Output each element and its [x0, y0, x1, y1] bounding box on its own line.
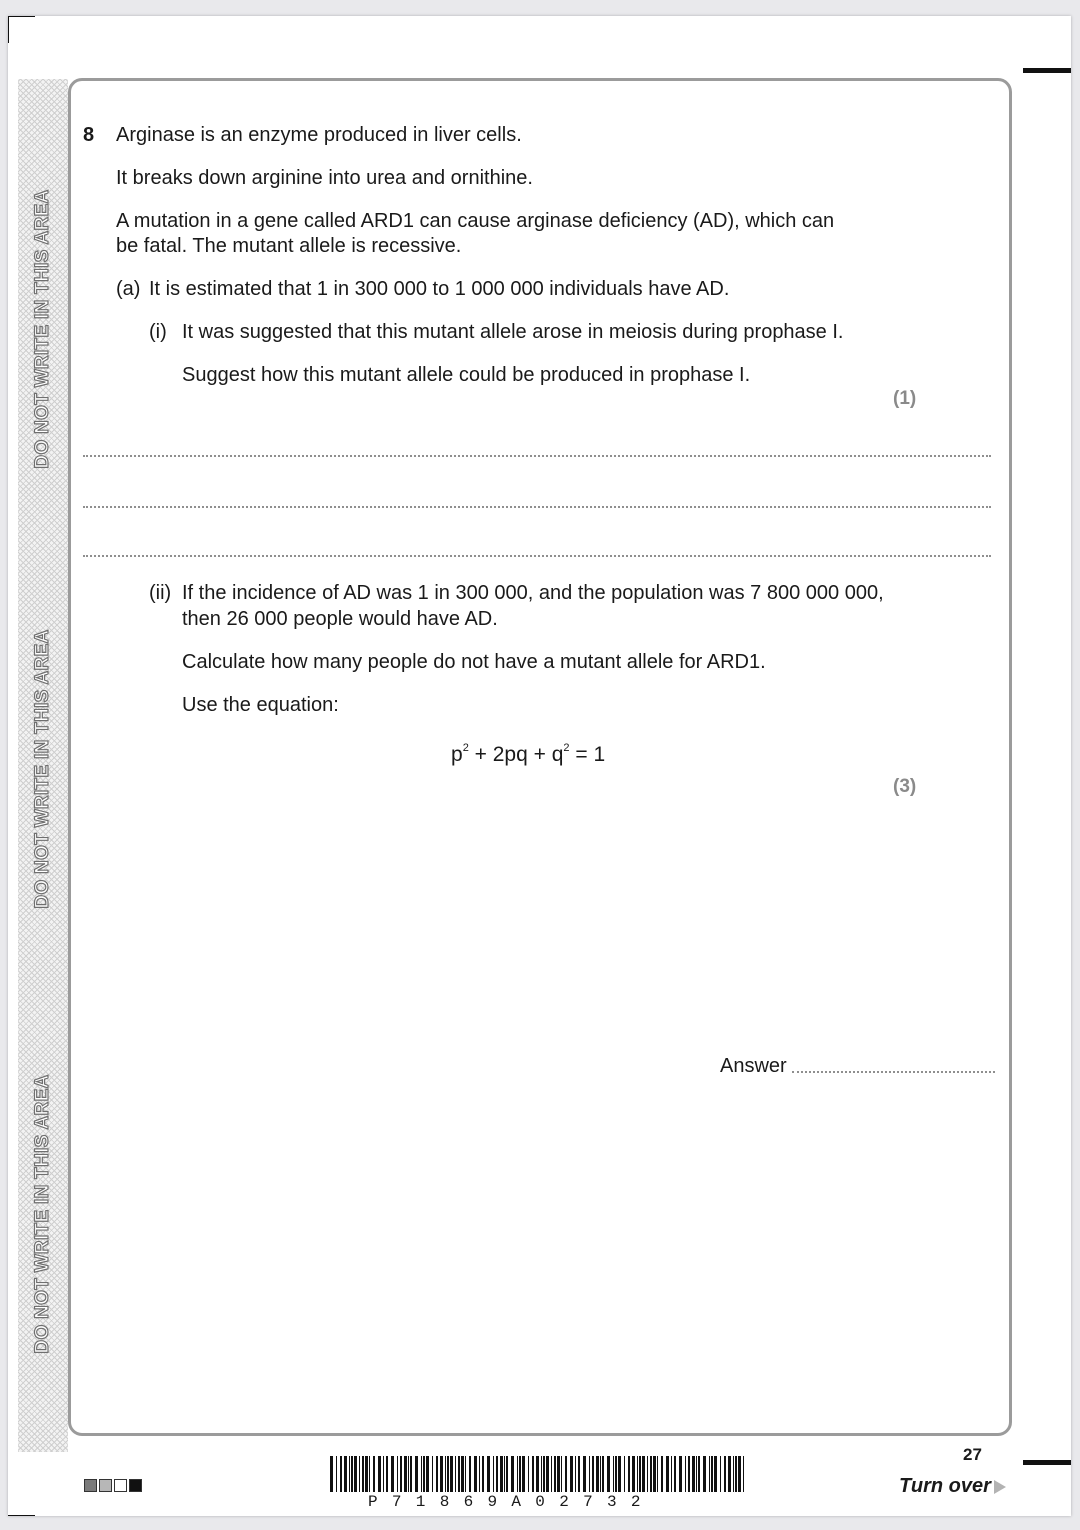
barcode-bar — [679, 1456, 682, 1492]
barcode-bar — [692, 1456, 695, 1492]
barcode-bar — [351, 1456, 353, 1492]
barcode-bar — [340, 1456, 342, 1492]
barcode-bar — [647, 1456, 648, 1492]
question-number: 8 — [83, 124, 95, 146]
barcode-bar — [688, 1456, 690, 1492]
crop-mark — [1023, 1460, 1071, 1465]
part-a-text: It is estimated that 1 in 300 000 to 1 000 000 individuals have AD. — [149, 278, 730, 300]
barcode-bar — [344, 1456, 347, 1492]
barcode-bar — [496, 1456, 498, 1492]
barcode-bar — [628, 1456, 630, 1492]
hardy-weinberg-equation: $p^2 + 2pq + q^2 = 1$ — [451, 742, 606, 766]
barcode-bar — [554, 1456, 556, 1492]
barcode-bar — [400, 1456, 402, 1492]
barcode-bar — [714, 1456, 717, 1492]
barcode-bar — [482, 1456, 484, 1492]
barcode-bar — [698, 1456, 700, 1492]
barcode-bar — [696, 1456, 697, 1492]
barcode-bar — [720, 1456, 721, 1492]
barcode-bar — [709, 1456, 710, 1492]
barcode-bar — [465, 1456, 466, 1492]
barcode-bar — [565, 1456, 567, 1492]
intro-text: be fatal. The mutant allele is recessive. — [116, 235, 462, 257]
barcode-bar — [378, 1456, 381, 1492]
barcode-bar — [671, 1456, 672, 1492]
marks-indicator: (3) — [893, 776, 917, 797]
crop-mark — [8, 16, 35, 17]
marks-indicator: (1) — [893, 388, 917, 409]
barcode-bar — [504, 1456, 505, 1492]
barcode-bar — [578, 1456, 580, 1492]
barcode-bar — [373, 1456, 375, 1492]
light-square — [99, 1479, 112, 1492]
barcode-bar — [724, 1456, 726, 1492]
barcode-bar — [661, 1456, 663, 1492]
barcode-bar — [624, 1456, 625, 1492]
barcode-bar — [592, 1456, 594, 1492]
answer-label: Answer — [720, 1055, 787, 1077]
turn-over-label: Turn over — [899, 1475, 991, 1497]
answer-writing-line[interactable] — [83, 555, 991, 557]
answer-writing-line[interactable] — [83, 506, 991, 508]
grey-square — [84, 1479, 97, 1492]
barcode-bar — [602, 1456, 604, 1492]
barcode-bar — [461, 1456, 464, 1492]
intro-text: It breaks down arginine into urea and ornithine. — [116, 167, 533, 189]
barcode-bar — [426, 1456, 429, 1492]
barcode-bar — [436, 1456, 438, 1492]
part-ii-prompt: Calculate how many people do not have a mutant allele for ARD1. — [182, 651, 766, 673]
barcode-bar — [511, 1456, 514, 1492]
barcode-bar — [536, 1456, 539, 1492]
barcode-bar — [359, 1456, 360, 1492]
barcode-bar — [632, 1456, 635, 1492]
intro-text: A mutation in a gene called ARD1 can cause arginase deficiency (AD), which can — [116, 210, 835, 232]
barcode-bar — [397, 1456, 398, 1492]
barcode-bar — [733, 1456, 734, 1492]
barcode-bar — [674, 1456, 676, 1492]
barcode-bar — [522, 1456, 525, 1492]
part-i-text: It was suggested that this mutant allele arose in meiosis during prophase I. — [182, 321, 844, 343]
barcode-bar — [423, 1456, 425, 1492]
crop-mark — [8, 1515, 35, 1516]
part-i-prompt: Suggest how this mutant allele could be produced in prophase I. — [182, 364, 751, 386]
use-equation-label: Use the equation: — [182, 694, 339, 716]
barcode-bar — [618, 1456, 621, 1492]
barcode-bar — [557, 1456, 560, 1492]
barcode-bar — [365, 1456, 368, 1492]
white-square — [114, 1479, 127, 1492]
barcode-bar — [445, 1456, 446, 1492]
barcode-bar — [386, 1456, 388, 1492]
barcode-bar — [410, 1456, 412, 1492]
barcode-bar — [639, 1456, 641, 1492]
barcode-bar — [607, 1456, 610, 1492]
barcode-number: P71869A02732 — [368, 1493, 655, 1511]
barcode-bar — [657, 1456, 658, 1492]
barcode-bar — [703, 1456, 706, 1492]
barcode-bar — [589, 1456, 590, 1492]
barcode-bar — [711, 1456, 713, 1492]
margin-warning: DO NOT WRITE IN THIS AREA — [32, 629, 53, 909]
barcode-bar — [440, 1456, 443, 1492]
barcode-bar — [408, 1456, 409, 1492]
play-arrow-icon — [994, 1480, 1006, 1494]
barcode-bar — [650, 1456, 652, 1492]
margin-warning: DO NOT WRITE IN THIS AREA — [32, 1074, 53, 1354]
black-square — [129, 1479, 142, 1492]
barcode-bar — [517, 1456, 518, 1492]
barcode-bar — [685, 1456, 686, 1492]
crop-mark — [1023, 68, 1071, 73]
barcode-bar — [421, 1456, 422, 1492]
part-i-label: (i) — [149, 321, 167, 343]
barcode-bar — [458, 1456, 460, 1492]
part-a-label: (a) — [116, 278, 141, 300]
barcode-bar — [613, 1456, 614, 1492]
barcode-bar — [653, 1456, 656, 1492]
barcode-bar — [432, 1456, 433, 1492]
registration-squares — [84, 1479, 142, 1493]
margin-warning: DO NOT WRITE IN THIS AREA — [32, 189, 53, 469]
barcode-bar — [743, 1456, 744, 1492]
barcode-bar — [362, 1456, 364, 1492]
barcode-bar — [354, 1456, 357, 1492]
barcode-bar — [349, 1456, 350, 1492]
barcode-bar — [637, 1456, 638, 1492]
barcode-bar — [336, 1456, 337, 1492]
barcode-bar — [532, 1456, 534, 1492]
barcode-bar — [330, 1456, 333, 1492]
do-not-write-margin — [18, 79, 68, 1452]
barcode-bar — [455, 1456, 456, 1492]
page-number: 27 — [963, 1445, 982, 1464]
barcode-bar — [600, 1456, 601, 1492]
exam-page — [8, 16, 1071, 1516]
answer-line[interactable] — [792, 1071, 995, 1073]
answer-writing-line[interactable] — [83, 455, 991, 457]
barcode-bar — [447, 1456, 449, 1492]
barcode-bar — [541, 1456, 542, 1492]
part-ii-text: If the incidence of AD was 1 in 300 000, and the population was 7 800 000 000, — [182, 582, 884, 604]
barcode-bar — [500, 1456, 503, 1492]
part-ii-label: (ii) — [149, 582, 172, 604]
barcode-bar — [728, 1456, 731, 1492]
barcode-bar — [450, 1456, 453, 1492]
barcode-bar — [546, 1456, 549, 1492]
barcode-bar — [583, 1456, 586, 1492]
barcode-bar — [383, 1456, 384, 1492]
barcode-bar — [596, 1456, 599, 1492]
barcode-bar — [415, 1456, 418, 1492]
barcode-bar — [506, 1456, 508, 1492]
barcode-bar — [519, 1456, 521, 1492]
barcode-bar — [474, 1456, 477, 1492]
barcode-bar — [615, 1456, 617, 1492]
crop-mark — [8, 16, 9, 43]
barcode-bar — [575, 1456, 576, 1492]
barcode-bar — [479, 1456, 480, 1492]
barcode-bar — [528, 1456, 529, 1492]
barcode-bar — [391, 1456, 394, 1492]
barcode-bar — [738, 1456, 741, 1492]
barcode-bar — [469, 1456, 471, 1492]
barcode-bar — [666, 1456, 669, 1492]
barcode-bar — [561, 1456, 562, 1492]
barcode-bar — [493, 1456, 494, 1492]
part-ii-text: then 26 000 people would have AD. — [182, 608, 498, 630]
barcode-bar — [369, 1456, 370, 1492]
barcode-bar — [551, 1456, 552, 1492]
barcode-bar — [543, 1456, 545, 1492]
barcode-bar — [487, 1456, 490, 1492]
barcode-bar — [404, 1456, 407, 1492]
barcode-bar — [642, 1456, 645, 1492]
intro-text: Arginase is an enzyme produced in liver cells. — [116, 124, 522, 146]
barcode-bar — [735, 1456, 737, 1492]
barcode — [330, 1456, 746, 1494]
barcode-bar — [570, 1456, 573, 1492]
